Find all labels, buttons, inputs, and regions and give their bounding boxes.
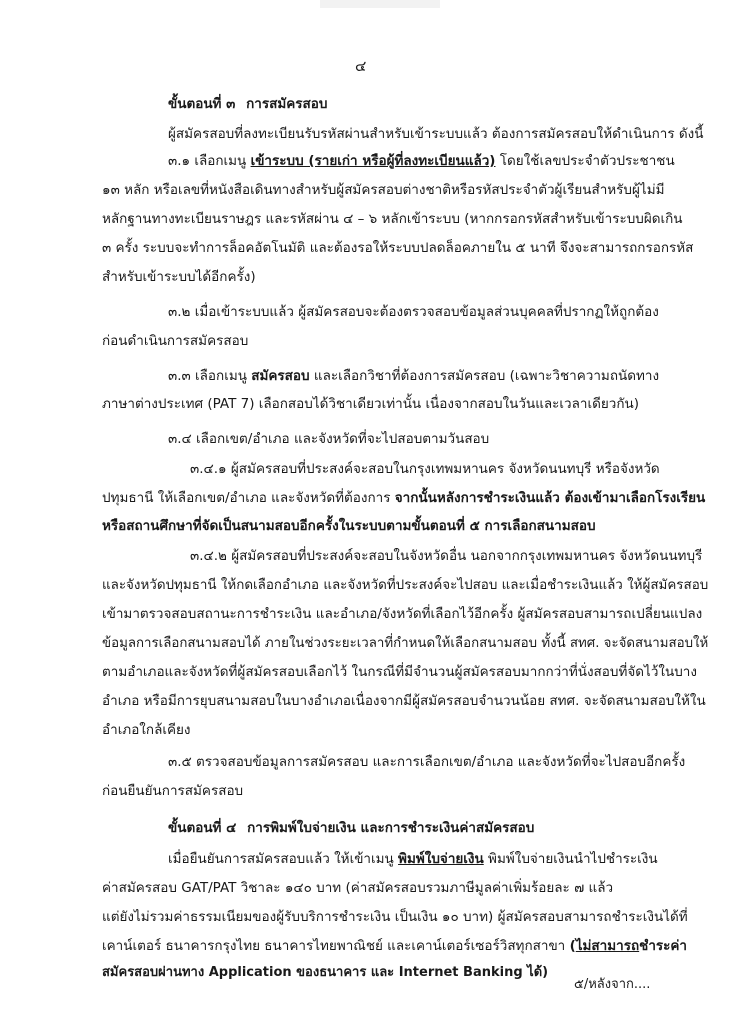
- page-number: ๔: [355, 57, 367, 75]
- step4-l4-cannot: ไม่สามารถ: [575, 938, 640, 954]
- step4-line4: [102, 936, 687, 956]
- step4-line1: [168, 849, 658, 869]
- step4-l4-plain: เคาน์เตอร์ ธนาคารกรุงไทย ธนาคารไทยพาณิชย์ และเคาน์เตอร์เซอร์วิสทุกสาขา: [102, 938, 570, 954]
- s341-line1: ๓.๔.๑ ผู้สมัครสอบที่ประสงค์จะสอบในกรุงเทพมหานคร จังหวัดนนทบุรี หรือจังหวัด: [190, 461, 660, 477]
- s35-line2: ก่อนยืนยันการสมัครสอบ: [102, 783, 244, 799]
- s32-line1: ๓.๒ เมื่อเข้าระบบแล้ว ผู้สมัครสอบจะต้องตรวจสอบข้อมูลส่วนบุคคลที่ปรากฏให้ถูกต้อง: [168, 304, 659, 320]
- s31-line2: ๑๓ หลัก หรือเลขที่หนังสือเดินทางสำหรับผู้สมัครสอบต่างชาติหรือรหัสประจำตัวผู้เรียนสำหรับผู้ไม่มี: [102, 182, 665, 198]
- s342-line6: อำเภอ หรือมีการยุบสนามสอบในบางอำเภอเนื่องจากมีผู้สมัครสอบจำนวนน้อย สทศ. จะจัดสนามสอบให้ใน: [102, 693, 706, 709]
- step4-l1-plain: เมื่อยืนยันการสมัครสอบแล้ว ให้เข้าเมนู: [168, 851, 399, 867]
- step4-heading-title: การพิมพ์ใบจ่ายเงิน และการชำระเงินค่าสมัครสอบ: [247, 820, 535, 836]
- s33-line2: ภาษาต่างประเทศ (PAT 7) เลือกสอบได้วิชาเดียวเท่านั้น เนื่องจากสอบในวันและเวลาเดียวกัน): [102, 396, 640, 412]
- step4-line5: สมัครสอบผ่านทาง Application ของธนาคาร และ Internet Banking ได้): [102, 965, 549, 980]
- s341-line3: หรือสถานศึกษาที่จัดเป็นสนามสอบอีกครั้งในระบบตามขั้นตอนที่ ๕ การเลือกสนามสอบ: [102, 518, 596, 534]
- step4-line3: แต่ยังไม่รวมค่าธรรมเนียมของผู้รับบริการชำระเงิน เป็นเงิน ๑๐ บาท) ผู้สมัครสอบสามารถชำระเงินได้ที่: [102, 909, 688, 925]
- s31-line3: หลักฐานทางทะเบียนราษฎร และรหัสผ่าน ๔ – ๖ หลักเข้าระบบ (หากกรอกรหัสสำหรับเข้าระบบผิดเกิน: [102, 211, 683, 227]
- s34-line: ๓.๔ เลือกเขต/อำเภอ และจังหวัดที่จะไปสอบตามวันสอบ: [168, 431, 490, 447]
- s342-line3: เข้ามาตรวจสอบสถานะการชำระเงิน และอำเภอ/จังหวัดที่เลือกไว้อีกครั้ง ผู้สมัครสอบสามารถเปลี่ยนแปลง: [102, 606, 703, 622]
- scan-artifact: [320, 0, 440, 8]
- s31-prefix: ๓.๑ เลือกเมนู: [168, 153, 251, 169]
- s33-prefix: ๓.๓ เลือกเมนู: [168, 368, 252, 384]
- step4-l4-pay: ชำระค่า: [639, 938, 688, 954]
- s342-line4: ข้อมูลการเลือกสนามสอบได้ ภายในช่วงระยะเวลาที่กำหนดให้เลือกสนามสอบ ทั้งนี้ สทศ. จะจัดสนามสอบให้: [102, 635, 709, 651]
- s342-line1: ๓.๔.๒ ผู้สมัครสอบที่ประสงค์จะสอบในจังหวัดอื่น นอกจากกรุงเทพมหานคร จังหวัดนนทบุรี: [190, 548, 703, 564]
- s31-rest: โดยใช้เลขประจำตัวประชาชน: [495, 153, 675, 169]
- s31-line4: ๓ ครั้ง ระบบจะทำการล็อคอัตโนมัติ และต้องรอให้ระบบปลดล็อคภายใน ๕ นาที จึงจะสามารถกรอกรหัส: [102, 240, 694, 256]
- step3-intro: ผู้สมัครสอบที่ลงทะเบียนรับรหัสผ่านสำหรับเข้าระบบแล้ว ต้องการสมัครสอบให้ดำเนินการ ดังนี้: [168, 126, 704, 142]
- step4-line2: ค่าสมัครสอบ GAT/PAT วิชาละ ๑๔๐ บาท (ค่าสมัครสอบรวมภาษีมูลค่าเพิ่มร้อยละ ๗ แล้ว: [102, 880, 614, 896]
- s341-l2-bold: จากนั้นหลังการชำระเงินแล้ว ต้องเข้ามาเลือกโรงเรียน: [394, 490, 706, 506]
- s33-line1: [168, 366, 659, 386]
- s341-line2: [102, 488, 705, 508]
- step3-heading-title: การสมัครสอบ: [246, 96, 328, 112]
- s33-rest: และเลือกวิชาที่ต้องการสมัครสอบ (เฉพาะวิชาความถนัดทาง: [309, 368, 660, 384]
- s35-line1: ๓.๕ ตรวจสอบข้อมูลการสมัครสอบ และการเลือกเขต/อำเภอ และจังหวัดที่จะไปสอบอีกครั้ง: [168, 754, 686, 770]
- step4-menu-print-slip: พิมพ์ใบจ่ายเงิน: [398, 851, 484, 867]
- s342-line7: อำเภอใกล้เคียง: [102, 722, 191, 738]
- footer-next-page: ๕/หลังจาก....: [574, 977, 651, 992]
- step3-heading-label: ขั้นตอนที่ ๓: [168, 96, 236, 112]
- s33-menu-register: สมัครสอบ: [251, 368, 310, 384]
- step4-heading-label: ขั้นตอนที่ ๔: [168, 820, 237, 836]
- s31-line1: [168, 151, 675, 171]
- step4-l1-rest: พิมพ์ใบจ่ายเงินนำไปชำระเงิน: [483, 851, 658, 867]
- s31-menu-login: เข้าระบบ (รายเก่า หรือผู้ที่ลงทะเบียนแล้ว): [250, 153, 496, 169]
- step4-heading: [168, 818, 534, 838]
- s342-line2: และจังหวัดปทุมธานี ให้กดเลือกอำเภอ และจังหวัดที่ประสงค์จะไปสอบ และเมื่อชำระเงินแล้ว ให้ผู้สมัครสอบ: [102, 577, 709, 593]
- step3-heading: [168, 94, 327, 114]
- step4-l4-paren: (: [569, 938, 576, 954]
- s32-line2: ก่อนดำเนินการสมัครสอบ: [102, 333, 249, 349]
- s31-line5: สำหรับเข้าระบบได้อีกครั้ง): [102, 269, 256, 285]
- s342-line5: ตามอำเภอและจังหวัดที่ผู้สมัครสอบเลือกไว้ ในกรณีที่มีจำนวนผู้สมัครสอบมากกว่าที่นั่งสอบที่จัดไว้ในบาง: [102, 664, 697, 680]
- s341-l2-plain: ปทุมธานี ให้เลือกเขต/อำเภอ และจังหวัดที่ต้องการ: [102, 490, 395, 506]
